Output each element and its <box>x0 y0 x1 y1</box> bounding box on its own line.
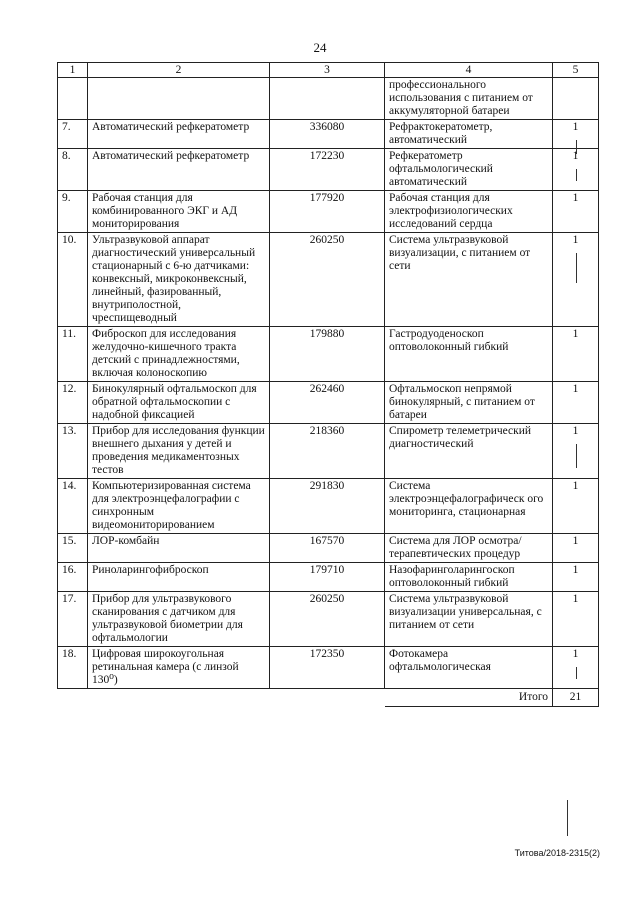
type-cell: профессионального использования с питанием от аккумуляторной батареи <box>385 78 553 120</box>
code-cell: 172350 <box>270 647 385 689</box>
table-row <box>58 647 599 689</box>
name-cell: Автоматический рефкератометр <box>88 149 270 191</box>
quantity-cell: 1 <box>553 479 599 534</box>
total-label: Итого <box>385 689 553 707</box>
number-cell: 11. <box>58 327 88 382</box>
table-row <box>58 327 599 382</box>
number-cell: 14. <box>58 479 88 534</box>
code-cell: 177920 <box>270 191 385 233</box>
type-cell: Фотокамера офтальмологическая <box>385 647 553 689</box>
name-cell: Фиброскоп для исследования желудочно-кишечного тракта детский с принадлежностями, включая колоноскопию <box>88 327 270 382</box>
quantity-cell: 1 <box>553 120 599 149</box>
col-header: 5 <box>553 63 599 78</box>
code-cell: 179710 <box>270 563 385 592</box>
number-cell: 7. <box>58 120 88 149</box>
code-cell: 260250 <box>270 592 385 647</box>
code-cell: 172230 <box>270 149 385 191</box>
table-row <box>58 479 599 534</box>
quantity-cell: 1 <box>553 382 599 424</box>
table-row <box>58 149 599 191</box>
quantity-cell: 1 <box>553 424 599 479</box>
quantity-cell: 1 <box>553 592 599 647</box>
number-cell: 16. <box>58 563 88 592</box>
quantity-cell: 1 <box>553 149 599 191</box>
total-row <box>58 689 599 707</box>
code-cell: 336080 <box>270 120 385 149</box>
col-header: 3 <box>270 63 385 78</box>
number-cell: 9. <box>58 191 88 233</box>
code-cell: 291830 <box>270 479 385 534</box>
type-cell: Система электроэнцефалографическ ого мониторинга, стационарная <box>385 479 553 534</box>
number-cell: 12. <box>58 382 88 424</box>
table-row <box>58 534 599 563</box>
col-header: 4 <box>385 63 553 78</box>
code-cell: 260250 <box>270 233 385 327</box>
name-cell: Ультразвуковой аппарат диагностический универсальный стационарный с 6-ю датчиками: конвексный, микроконвексный, линейный, фазированный, внутриполостной, чреспищеводный <box>88 233 270 327</box>
number-cell: 10. <box>58 233 88 327</box>
col-header: 1 <box>58 63 88 78</box>
code-cell: 262460 <box>270 382 385 424</box>
pen-mark <box>576 253 577 283</box>
quantity-cell: 1 <box>553 233 599 327</box>
pen-mark <box>576 444 577 468</box>
name-cell: Прибор для ультразвукового сканирования с датчиком для ультразвуковой биометрии для офтальмологии <box>88 592 270 647</box>
table-row <box>58 191 599 233</box>
quantity-cell: 1 <box>553 563 599 592</box>
quantity-cell: 1 <box>553 327 599 382</box>
header-row <box>58 63 599 78</box>
type-cell: Рабочая станция для электрофизиологических исследований сердца <box>385 191 553 233</box>
name-cell: Компьютеризированная система для электроэнцефалографии с синхронным видеомониторированием <box>88 479 270 534</box>
code-cell: 218360 <box>270 424 385 479</box>
page-number: 24 <box>313 40 327 55</box>
type-cell: Спирометр телеметрический диагностический <box>385 424 553 479</box>
table-row <box>58 382 599 424</box>
quantity-cell: 1 <box>553 191 599 233</box>
name-cell: ЛОР-комбайн <box>88 534 270 563</box>
margin-line <box>567 800 568 836</box>
pen-mark <box>576 667 577 679</box>
code-cell: 167570 <box>270 534 385 563</box>
table-row <box>58 424 599 479</box>
table-row <box>58 120 599 149</box>
type-cell: Система для ЛОР осмотра/терапевтических процедур <box>385 534 553 563</box>
pen-mark <box>576 169 577 181</box>
table-row <box>58 563 599 592</box>
type-cell: Система ультразвуковой визуализации универсальная, с питанием от сети <box>385 592 553 647</box>
number-cell: 15. <box>58 534 88 563</box>
name-cell: Цифровая широкоугольная ретинальная камера (с линзой 130⁰) <box>88 647 270 689</box>
name-cell: Автоматический рефкератометр <box>88 120 270 149</box>
number-cell: 18. <box>58 647 88 689</box>
type-cell: Рефрактокератометр, автоматический <box>385 120 553 149</box>
name-cell: Прибор для исследования функции внешнего дыхания у детей и проведения медикаментозных тестов <box>88 424 270 479</box>
type-cell: Назофаринголарингоскоп оптоволоконный гибкий <box>385 563 553 592</box>
number-cell: 13. <box>58 424 88 479</box>
number-cell: 8. <box>58 149 88 191</box>
number-cell: 17. <box>58 592 88 647</box>
quantity-cell: 1 <box>553 647 599 689</box>
col-header: 2 <box>88 63 270 78</box>
table-row <box>58 592 599 647</box>
name-cell: Рабочая станция для комбинированного ЭКГ и АД мониторирования <box>88 191 270 233</box>
type-cell: Гастродуоденоскоп оптоволоконный гибкий <box>385 327 553 382</box>
table-row <box>58 233 599 327</box>
total-value: 21 <box>553 689 599 707</box>
continuation-row <box>58 78 599 120</box>
quantity-cell: 1 <box>553 534 599 563</box>
code-cell: 179880 <box>270 327 385 382</box>
name-cell: Бинокулярный офтальмоскоп для обратной офтальмоскопии с надобной фиксацией <box>88 382 270 424</box>
type-cell: Офтальмоскоп непрямой бинокулярный, с питанием от батареи <box>385 382 553 424</box>
footer-code: Титова/2018-2315(2) <box>514 848 600 858</box>
equipment-table <box>57 62 599 707</box>
name-cell: Риноларингофиброскоп <box>88 563 270 592</box>
type-cell: Рефкератометр офтальмологический автоматический <box>385 149 553 191</box>
type-cell: Система ультразвуковой визуализации, с питанием от сети <box>385 233 553 327</box>
